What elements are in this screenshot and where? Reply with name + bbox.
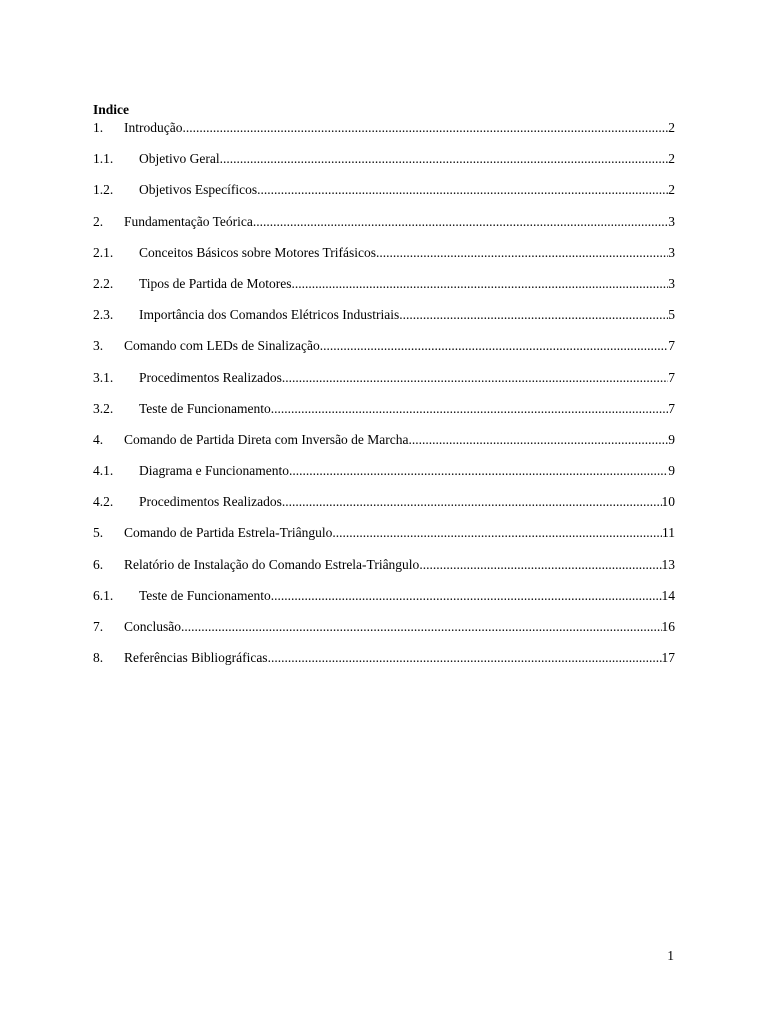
toc-entry-page: 2: [668, 182, 675, 198]
toc-entry-page: 17: [661, 650, 675, 666]
toc-entry-2[interactable]: [93, 213, 675, 244]
toc-entry-page: 5: [668, 307, 675, 323]
toc-entry-page: 9: [668, 463, 675, 479]
toc-entry-page: 13: [661, 556, 675, 572]
toc-entry-1-1[interactable]: [93, 150, 675, 181]
toc-entry-dot-leader: [419, 556, 661, 574]
toc-entry-title: Diagrama e Funcionamento: [139, 463, 289, 479]
toc-entry-page: 3: [668, 244, 675, 260]
toc-entry-page: 3: [668, 213, 675, 229]
toc-entry-number: 1.: [93, 120, 104, 135]
toc-entry-dot-leader: [399, 306, 668, 324]
toc-entry-number: 4.2.: [93, 494, 114, 510]
toc-entry-3-1[interactable]: [93, 369, 675, 400]
toc-entry-number: 4.: [93, 431, 104, 447]
table-of-contents: [93, 119, 675, 680]
toc-entry-title: Procedimentos Realizados: [139, 369, 282, 385]
toc-entry-number: 6.1.: [93, 587, 114, 603]
toc-entry-2-1[interactable]: [93, 244, 675, 275]
toc-entry-dot-leader: [268, 649, 662, 667]
toc-title: Indice: [93, 102, 130, 117]
toc-entry-number: 8.: [93, 650, 104, 666]
toc-entry-8[interactable]: [93, 649, 675, 680]
toc-entry-title: Importância dos Comandos Elétricos Industriais: [139, 307, 400, 323]
toc-entry-title: Conclusão: [124, 619, 181, 634]
toc-entry-dot-leader: [220, 150, 669, 168]
toc-entry-number: 6.: [93, 556, 104, 572]
toc-entry-page: 7: [668, 400, 675, 416]
toc-entry-title: Comando de Partida Direta com Inversão de Marcha: [124, 431, 409, 447]
toc-entry-title: Objetivo Geral: [139, 151, 220, 167]
toc-entry-number: 1.2.: [93, 182, 114, 198]
toc-entry-page: 14: [661, 587, 675, 603]
toc-entry-page: 10: [661, 494, 675, 510]
toc-entry-5[interactable]: [93, 524, 675, 555]
toc-entry-title: Fundamentação Teórica: [124, 213, 253, 229]
toc-entry-number: 5.: [93, 525, 104, 541]
toc-entry-title: Comando de Partida Estrela-Triângulo: [124, 525, 333, 541]
toc-entry-title: Comando com LEDs de Sinalização: [124, 338, 320, 354]
toc-entry-page: 9: [668, 431, 675, 447]
toc-entry-dot-leader: [289, 462, 668, 480]
toc-entry-page: 7: [668, 369, 675, 385]
toc-entry-title: Relatório de Instalação do Comando Estrela-Triângulo: [124, 556, 420, 572]
toc-entry-1-2[interactable]: [93, 181, 675, 212]
toc-entry-title: Objetivos Específicos: [139, 182, 258, 198]
toc-entry-page: 2: [668, 120, 675, 135]
toc-entry-dot-leader: [282, 493, 662, 511]
toc-entry-number: 2.3.: [93, 307, 114, 323]
toc-entry-page: 2: [668, 151, 675, 167]
toc-entry-page: 16: [661, 619, 675, 634]
toc-entry-title: Teste de Funcionamento: [139, 587, 271, 603]
toc-entry-number: 1.1.: [93, 151, 114, 167]
toc-entry-number: 3.2.: [93, 400, 114, 416]
toc-entry-dot-leader: [282, 369, 668, 387]
toc-entry-number: 2.1.: [93, 244, 114, 260]
toc-entry-2-2[interactable]: [93, 275, 675, 306]
toc-entry-4[interactable]: [93, 431, 675, 462]
toc-entry-6-1[interactable]: [93, 587, 675, 618]
toc-entry-dot-leader: [182, 119, 668, 137]
toc-entry-dot-leader: [271, 587, 662, 605]
toc-entry-title: Procedimentos Realizados: [139, 494, 282, 510]
toc-entry-7[interactable]: [93, 618, 675, 649]
toc-entry-dot-leader: [181, 618, 662, 636]
toc-entry-dot-leader: [409, 431, 669, 449]
toc-entry-title: Tipos de Partida de Motores: [139, 275, 292, 291]
toc-entry-6[interactable]: [93, 556, 675, 587]
toc-entry-dot-leader: [332, 524, 662, 542]
toc-entry-page: 3: [668, 275, 675, 291]
toc-entry-number: 7.: [93, 619, 104, 634]
toc-entry-title: Teste de Funcionamento: [139, 400, 271, 416]
toc-entry-3-2[interactable]: [93, 400, 675, 431]
toc-entry-4-1[interactable]: [93, 462, 675, 493]
toc-entry-number: 3.1.: [93, 369, 114, 385]
toc-entry-page: 11: [662, 525, 675, 541]
toc-entry-title: Introdução: [124, 120, 183, 135]
toc-entry-number: 2.2.: [93, 275, 114, 291]
toc-entry-dot-leader: [257, 181, 668, 199]
toc-entry-title: Conceitos Básicos sobre Motores Trifásicos: [139, 244, 376, 260]
toc-entry-dot-leader: [376, 244, 668, 262]
page-number: 1: [667, 948, 674, 963]
toc-entry-number: 3.: [93, 338, 104, 354]
toc-entry-1[interactable]: [93, 119, 675, 150]
toc-entry-4-2[interactable]: [93, 493, 675, 524]
toc-entry-dot-leader: [253, 213, 668, 231]
toc-entry-3[interactable]: [93, 337, 675, 368]
toc-entry-dot-leader: [292, 275, 669, 293]
toc-entry-number: 2.: [93, 213, 104, 229]
toc-entry-page: 7: [668, 338, 675, 354]
toc-entry-2-3[interactable]: [93, 306, 675, 337]
toc-entry-dot-leader: [271, 400, 668, 418]
toc-entry-dot-leader: [320, 337, 669, 355]
toc-entry-number: 4.1.: [93, 463, 114, 479]
toc-entry-title: Referências Bibliográficas: [124, 650, 268, 666]
